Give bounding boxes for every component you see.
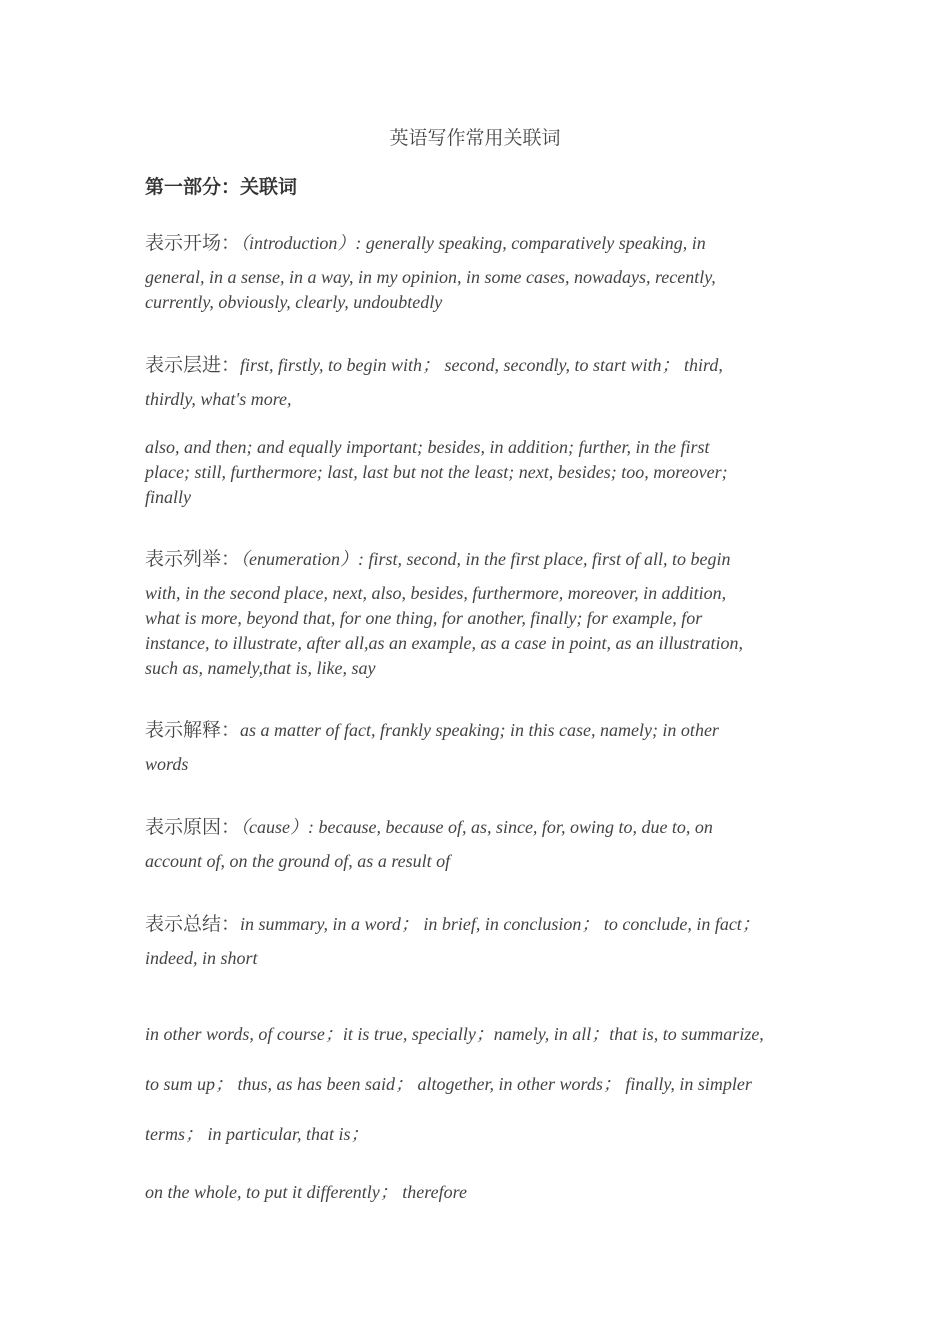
summary-paragraph <box>145 909 810 971</box>
page-title: 英语写作常用关联词 <box>389 127 561 149</box>
summary-extra-2: to sum up； thus, as has been said； altogether, in other words； finally, in simpler <box>145 1074 752 1094</box>
progression-rest <box>145 387 810 412</box>
intro-first-line <box>145 228 810 258</box>
enumeration-paragraph <box>145 544 810 681</box>
explanation-line-1: as a matter of fact, frankly speaking; in this case, namely; in other <box>240 720 719 740</box>
intro-rest <box>145 265 810 315</box>
summary-extra-paragraph <box>145 1009 810 1159</box>
summary-line-1: in summary, in a word； in brief, in conclusion； to conclude, in fact； <box>240 914 760 934</box>
progression-extra-3: finally <box>145 487 191 507</box>
cause-line-2: account of, on the ground of, as a result of <box>145 851 451 871</box>
summary-line-2: indeed, in short <box>145 948 258 968</box>
progression-extra-paragraph <box>145 435 810 510</box>
summary-extra-1: in other words, of course；it is true, specially；namely, in all；that is, to summarize, <box>145 1024 764 1044</box>
intro-paragraph <box>145 228 810 315</box>
summary-first-line <box>145 909 810 939</box>
enumeration-line-3: what is more, beyond that, for one thing, for another, finally; for example, for <box>145 608 703 628</box>
enumeration-line-2: with, in the second place, next, also, besides, furthermore, moreover, in addition, <box>145 583 727 603</box>
summary-rest <box>145 946 810 971</box>
cause-paragraph <box>145 812 810 874</box>
progression-label: 表示层进： <box>145 354 241 376</box>
explanation-paragraph <box>145 715 810 777</box>
progression-first-line <box>145 350 810 380</box>
section-heading: 第一部分：关联词 <box>145 176 298 198</box>
summary-final-paragraph <box>145 1180 810 1205</box>
explanation-first-line <box>145 715 810 745</box>
summary-label: 表示总结： <box>145 913 241 935</box>
explanation-rest <box>145 752 810 777</box>
enumeration-label: 表示列举： <box>145 548 241 570</box>
cause-label: 表示原因： <box>145 816 241 838</box>
progression-line-1: first, firstly, to begin with； second, secondly, to start with； third, <box>240 355 723 375</box>
progression-paragraph <box>145 350 810 412</box>
enumeration-line-1: （enumeration）: first, second, in the first place, first of all, to begin <box>240 549 731 569</box>
progression-line-2: thirdly, what's more, <box>145 389 292 409</box>
cause-first-line <box>145 812 810 842</box>
cause-line-1: （cause）: because, because of, as, since, for, owing to, due to, on <box>240 817 713 837</box>
enumeration-line-5: such as, namely,that is, like, say <box>145 658 376 678</box>
intro-line-1: （introduction）: generally speaking, comparatively speaking, in <box>240 233 706 253</box>
explanation-line-2: words <box>145 754 189 774</box>
enumeration-rest <box>145 581 810 681</box>
summary-extra-4: on the whole, to put it differently； therefore <box>145 1182 467 1202</box>
progression-extra-1: also, and then; and equally important; besides, in addition; further, in the first <box>145 437 710 457</box>
cause-rest <box>145 849 810 874</box>
explanation-label: 表示解释： <box>145 719 241 741</box>
intro-label: 表示开场： <box>145 232 241 254</box>
enumeration-line-4: instance, to illustrate, after all,as an example, as a case in point, as an illustration, <box>145 633 743 653</box>
progression-extra-2: place; still, furthermore; last, last but not the least; next, besides; too, moreover; <box>145 462 728 482</box>
intro-line-3: currently, obviously, clearly, undoubtedly <box>145 292 443 312</box>
summary-extra-3: terms； in particular, that is； <box>145 1124 369 1144</box>
enumeration-first-line <box>145 544 810 574</box>
intro-line-2: general, in a sense, in a way, in my opinion, in some cases, nowadays, recently, <box>145 267 716 287</box>
